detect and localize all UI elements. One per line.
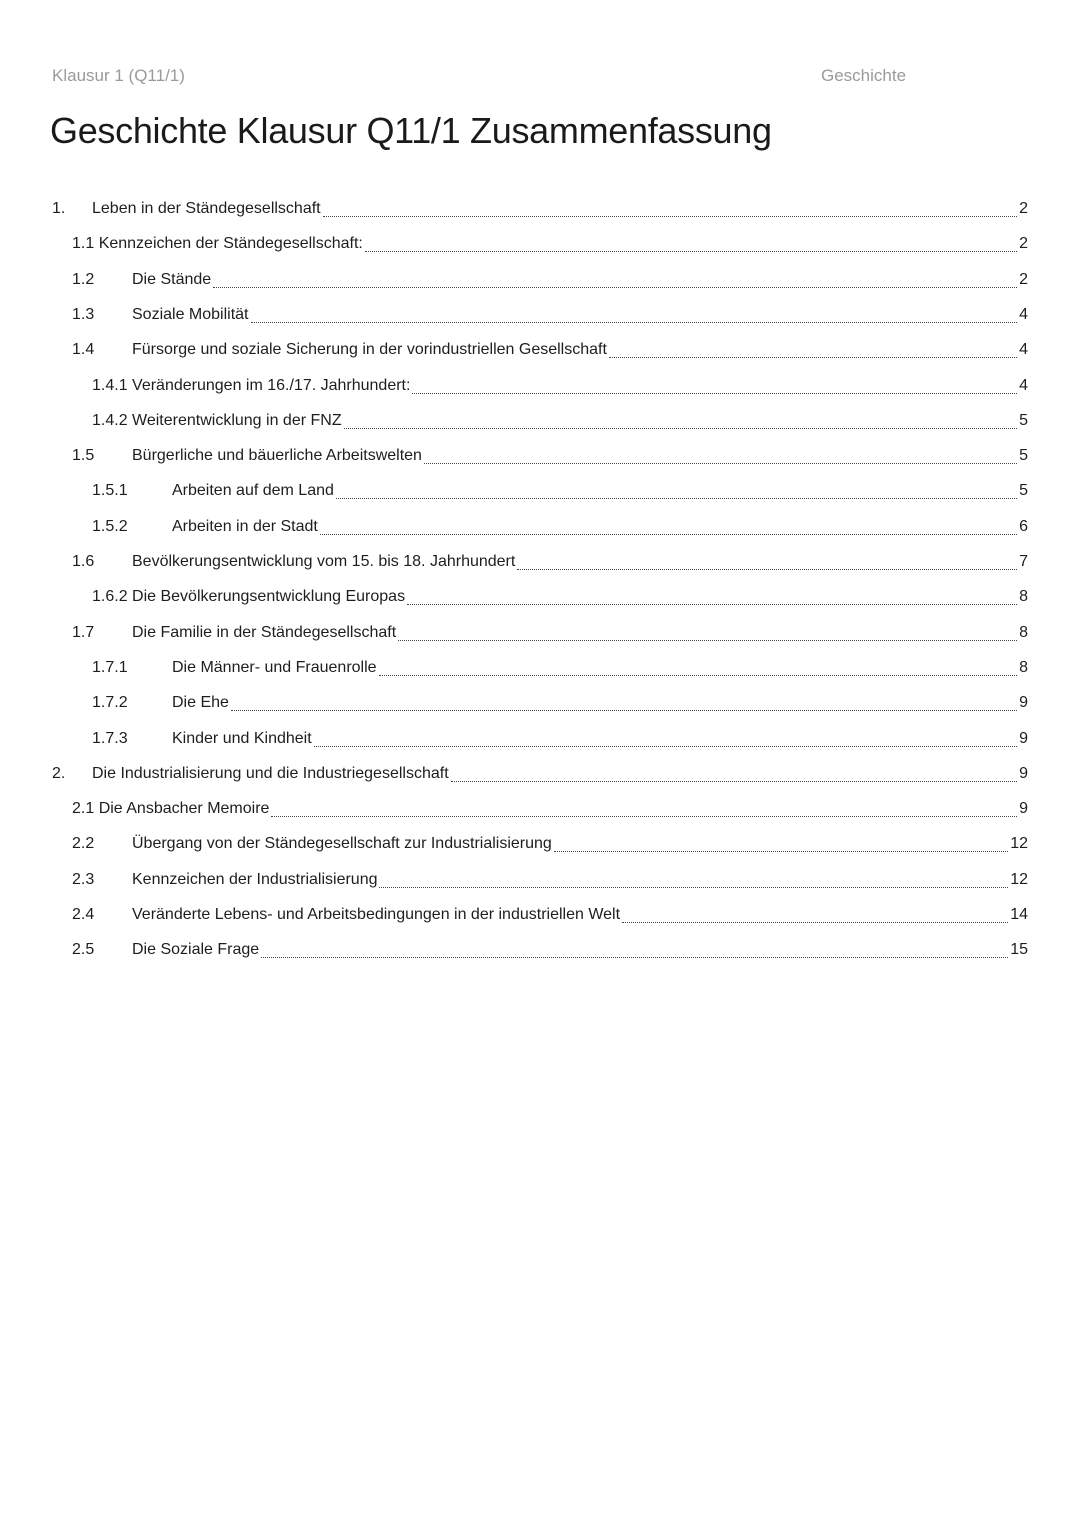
toc-entry-number: 2.2 <box>72 835 95 852</box>
toc-entry-title: Leben in der Ständegesellschaft <box>92 200 321 217</box>
toc-entry-title: Arbeiten in der Stadt <box>172 518 318 535</box>
toc-entry-title: 1.4.2 Weiterentwicklung in der FNZ <box>92 412 342 429</box>
toc-entry-page: 6 <box>1019 518 1028 535</box>
toc-entry-page: 5 <box>1019 447 1028 464</box>
toc-entry[interactable] <box>72 341 1028 363</box>
toc-entry-title: 1.6.2 Die Bevölkerungsentwicklung Europas <box>92 588 406 605</box>
toc-dot-leader <box>622 921 1008 923</box>
toc-dot-leader <box>451 780 1017 782</box>
toc-entry[interactable] <box>72 271 1028 293</box>
toc-entry-title: Die Männer- und Frauenrolle <box>172 659 377 676</box>
toc-entry-page: 12 <box>1010 871 1028 888</box>
toc-dot-leader <box>398 639 1017 641</box>
toc-entry-page: 9 <box>1019 730 1028 747</box>
toc-entry-number: 1.3 <box>72 306 95 323</box>
toc-dot-leader <box>365 250 1017 252</box>
toc-dot-leader <box>412 392 1017 394</box>
toc-entry-page: 5 <box>1019 482 1028 499</box>
toc-entry-title: 1.4.1 Veränderungen im 16./17. Jahrhundert: <box>92 377 411 394</box>
toc-dot-leader <box>261 956 1008 958</box>
toc-entry-number: 1.7.3 <box>92 730 128 747</box>
toc-entry-title: Soziale Mobilität <box>132 306 249 323</box>
toc-entry[interactable] <box>72 235 1028 257</box>
toc-entry-title: Die Ehe <box>172 694 229 711</box>
toc-dot-leader <box>609 356 1017 358</box>
toc-entry-number: 2.3 <box>72 871 95 888</box>
toc-entry-page: 14 <box>1010 906 1028 923</box>
toc-entry-page: 8 <box>1019 624 1028 641</box>
toc-entry-title: 2.1 Die Ansbacher Memoire <box>72 800 270 817</box>
toc-entry-number: 1.5.2 <box>92 518 128 535</box>
toc-entry-number: 2.5 <box>72 941 95 958</box>
toc-entry-title: 1.1 Kennzeichen der Ständegesellschaft: <box>72 235 363 252</box>
toc-entry-title: Übergang von der Ständegesellschaft zur Industrialisierung <box>132 835 552 852</box>
toc-entry-number: 1.7 <box>72 624 95 641</box>
toc-entry-title: Fürsorge und soziale Sicherung in der vorindustriellen Gesellschaft <box>132 341 607 358</box>
toc-dot-leader <box>323 215 1017 217</box>
toc-entry-title: Die Familie in der Ständegesellschaft <box>132 624 397 641</box>
toc-entry-page: 4 <box>1019 377 1028 394</box>
toc-entry[interactable] <box>92 694 1028 716</box>
toc-dot-leader <box>554 850 1008 852</box>
toc-entry-title: Die Soziale Frage <box>132 941 260 958</box>
toc-entry[interactable] <box>92 482 1028 504</box>
toc-entry-title: Die Stände <box>132 271 212 288</box>
toc-entry-title: Die Industrialisierung und die Industriegesellschaft <box>92 765 449 782</box>
page-header-right: Geschichte <box>821 66 907 85</box>
document-title: Geschichte Klausur Q11/1 Zusammenfassung <box>50 110 772 151</box>
toc-entry-page: 9 <box>1019 800 1028 817</box>
toc-entry-page: 8 <box>1019 659 1028 676</box>
toc-entry[interactable] <box>72 800 1028 822</box>
toc-entry-number: 1.5.1 <box>92 482 128 499</box>
toc-dot-leader <box>213 286 1017 288</box>
toc-dot-leader <box>407 603 1017 605</box>
toc-entry-page: 15 <box>1010 941 1028 958</box>
toc-dot-leader <box>344 427 1018 429</box>
toc-entry-number: 2. <box>52 765 66 782</box>
toc-entry-page: 2 <box>1019 200 1028 217</box>
toc-entry-number: 1.6 <box>72 553 95 570</box>
toc-dot-leader <box>424 462 1017 464</box>
toc-entry[interactable] <box>52 765 1028 787</box>
toc-entry[interactable] <box>92 730 1028 752</box>
toc-dot-leader <box>231 709 1017 711</box>
toc-entry[interactable] <box>72 871 1028 893</box>
toc-entry-page: 12 <box>1010 835 1028 852</box>
toc-entry-title: Arbeiten auf dem Land <box>172 482 334 499</box>
toc-entry-page: 2 <box>1019 271 1028 288</box>
toc-entry[interactable] <box>92 518 1028 540</box>
toc-entry-number: 1.7.1 <box>92 659 128 676</box>
toc-entry[interactable] <box>72 624 1028 646</box>
toc-entry[interactable] <box>92 412 1028 434</box>
toc-entry[interactable] <box>52 200 1028 222</box>
toc-entry-title: Bevölkerungsentwicklung vom 15. bis 18. Jahrhundert <box>132 553 516 570</box>
toc-entry-title: Bürgerliche und bäuerliche Arbeitswelten <box>132 447 422 464</box>
toc-entry[interactable] <box>72 447 1028 469</box>
toc-entry-title: Kennzeichen der Industrialisierung <box>132 871 378 888</box>
toc-entry-title: Veränderte Lebens- und Arbeitsbedingungen in der industriellen Welt <box>132 906 621 923</box>
toc-entry-number: 1. <box>52 200 66 217</box>
toc-dot-leader <box>336 497 1017 499</box>
toc-dot-leader <box>320 533 1017 535</box>
toc-entry[interactable] <box>72 835 1028 857</box>
toc-entry[interactable] <box>72 906 1028 928</box>
toc-entry-page: 7 <box>1019 553 1028 570</box>
toc-dot-leader <box>251 321 1018 323</box>
toc-dot-leader <box>314 745 1017 747</box>
toc-entry-page: 9 <box>1019 765 1028 782</box>
toc-dot-leader <box>379 886 1008 888</box>
toc-entry-title: Kinder und Kindheit <box>172 730 312 747</box>
toc-entry-number: 1.2 <box>72 271 95 288</box>
toc-entry[interactable] <box>92 588 1028 610</box>
toc-entry-page: 5 <box>1019 412 1028 429</box>
toc-entry-number: 1.4 <box>72 341 95 358</box>
toc-entry-page: 9 <box>1019 694 1028 711</box>
page-header-left: Klausur 1 (Q11/1) <box>52 66 185 85</box>
toc-entry[interactable] <box>72 306 1028 328</box>
toc-dot-leader <box>379 674 1018 676</box>
toc-entry[interactable] <box>92 377 1028 399</box>
toc-entry[interactable] <box>72 553 1028 575</box>
toc-entry-page: 2 <box>1019 235 1028 252</box>
toc-entry-page: 4 <box>1019 341 1028 358</box>
toc-entry-page: 4 <box>1019 306 1028 323</box>
toc-entry-number: 1.5 <box>72 447 95 464</box>
toc-entry-number: 1.7.2 <box>92 694 128 711</box>
toc-entry-number: 2.4 <box>72 906 95 923</box>
toc-entry[interactable] <box>72 941 1028 963</box>
toc-entry-page: 8 <box>1019 588 1028 605</box>
toc-dot-leader <box>271 815 1017 817</box>
toc-entry[interactable] <box>92 659 1028 681</box>
toc-dot-leader <box>517 568 1017 570</box>
